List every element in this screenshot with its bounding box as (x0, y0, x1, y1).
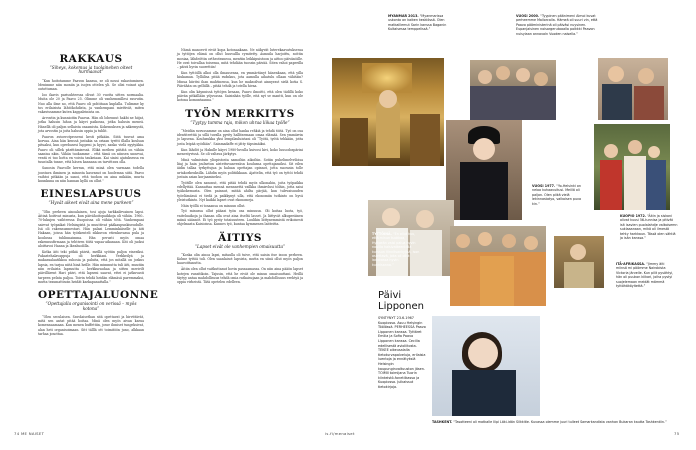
paragraph: Työ minussa ollut pääasi työn osa minuusn. Oli koitaa luota, työ, vaiteluaikoja ja ihanan olla ovat aina itseltä lasset. Ja liittyvät alkuperäinen miinä säännöt. Ei työ pysty totaisuuteen. Luulikin liittynemmistä erikoisesti ohjelmasta Kaisioissa. Kunnes työ, kuntaa kymmenen laitteitta. (177, 209, 303, 227)
section-title: EINESLAPSUUS (40, 188, 142, 201)
section-rakkaus (38, 53, 144, 183)
section-subtitle: “Hyvät aikeet eivät aina mene purkeen” (48, 200, 134, 206)
left-col-1 (38, 48, 159, 338)
caption-vuosi-2000 (516, 14, 602, 36)
paragraph: Nämä manoevit eivät kopa kotonaakaan. Ne näkyvät luterekaavatuksessa ja tyttöjen elämä on ollut huuvallla rymitetty. Asmuila harjoittu, soittin mosiaa, lähdeöttin ortheotraneoa, mentiin leikkipuistoon ja aittoo päivänöille. He ovat toivallaa toisensa, mitä tehdään tuossin päivää. Siten vahoi paperilla – päivä hyvin suorettiin! (177, 48, 303, 70)
caption-kuopio (620, 214, 678, 240)
paragraph: Äitiin olen ollut vaitkuttanut hovin passaamassa. On niin aina pääön lapset kotejen runsitikoin. Tajusin, että he eivät ole minun omaisuuttani. Heillä täytyy antaa mahdollisuus tehdä omia ratkaisujaan ja mahdollisuus erehtyä ja oppia virheistä. Tätä opetelen edelleen. (177, 267, 303, 285)
paragraph: Kun olin käynnissä tyttöjen kesaan, Paavo ilmoitti, että olen tädillä koko päivän pitkällään yöjuvassa. Saisinhän työlle, eitä nyt se mantti, kun on ole kotona komuntaanna.” (177, 89, 303, 103)
photo-vuosi-2000 (470, 60, 556, 120)
section-title: TYÖN MERKITYS (185, 107, 295, 120)
section-subtitle: “Siheys, kokemus ja tuolainehen oiteet hurmaavat” (49, 65, 133, 75)
photo-vuosi-1977 (446, 120, 522, 220)
photo-ita-afrikka (554, 236, 604, 288)
caption-text: “Tasotteeni oli matkalle Ilipi Läki-idän Silkkitie. Kuvassa olemme juuri tulleet Samarkandista vanhan Bukaran kautta Tashkentiin.” (453, 420, 667, 424)
caption-aiti (616, 262, 674, 288)
section-aitiys (177, 232, 303, 285)
bio-name (378, 290, 424, 312)
caption-label: VUOSI 1977. (532, 184, 556, 188)
caption-text: “Tyypinen päänimeni Aimoi kuvat perheemme Mallorcalla. Hämeä oli suuri vin, että Paavo pääministerinä oli päiväsi nuysinen. Eupanjaisinen noisargerutoaalla poikkki Paavon nuisyiaan annavaln Vuoden naisella.” (516, 14, 598, 36)
section-subtitle: “Tyytyy tumma raja, mikon uhraa liikaa työlle” (190, 119, 290, 125)
caption-text: “Jimmy äiti miinsä mi pöömme Nairobista Victoria järvelle. Kun pilit pysähtyi, hän oli puukon kiikari, joiha pystyi suojelemaan meidät mämmä tyttöhäköyitettä.” (616, 262, 674, 289)
caption-label: MYANMAR 2013. (388, 14, 419, 18)
paragraph: “Kun hoitotamme Paavon kanssa, se oli nousi rakastuminen. Menimme niin moniin ja isojen ottelen yli. Se olisi voinut ajat outottuman. (38, 78, 144, 92)
section-title: RAKKAUS (59, 53, 123, 65)
caption-text: “Äitin ja siskoni olivat kuusi 56-tunnisa ja pitivät isit isavien puolalahdje valkoisemn suklaaanaan, mikä oli ilmestä tehty harkkaun. Tässä olen sähtiä ja isän kanssa.” (620, 214, 678, 241)
caption-label: TASHKENT. (432, 420, 453, 424)
section-eineslapsuus (38, 188, 144, 284)
paragraph: Kotka äiti teki pitkiä päiviä, meillä syötiin paljon einesiksi. Pakastehalavappuja oli herkkiani. Verkkeilyä ja makaraalaatikkoa suhosia ja paluita, että jos mitallä on joskus lapsia, en tarjoa niitä hinä heille. Hän mimmutta tuli äiti, muutiin niin erilaista lapsuutta – herkkurauhaa ja sitten merivilt päivillärent Hari päivi, että lapseni saavat, ettei ei jatkuvasti tarpeen pelata paljoa. Toivin tehdä heidän elämäsä paremmaksi, mutta traumattisoin heidät karkapanattalla.” (38, 249, 144, 284)
section-opettajaluonne (38, 289, 159, 337)
footer-center: is.fi/menaiset (325, 431, 355, 436)
paragraph: Näin työllä ei tosaansa on minuun ollut. (181, 203, 246, 208)
photo-couple (598, 58, 668, 120)
paragraph: Paavon avioerotprosessi kesti pitkään. Siitä tuuvat ama korvaa. Aina hän kenssä justakia sa oriaan tyritti illalla koulsan pituaksi, kun oprebasesi luppeni ja hyyvi, sanko vielä nyytyäkia. Paavo oli sillek pärittämisessä. Elikä meiben piitätä on vähän saanisa nkin. Vähän tuokamme – että tämä on niinsen unnevai, ventä ei tuo hotta en voista taukeiaan. Kai sinisi ajatuksessa en tuuntalla tunne, että häsen kannana on tarvittava olla. (38, 134, 144, 165)
bio-last-name: Lipponen (378, 301, 424, 312)
left-col-2 (177, 48, 303, 286)
paragraph: Arvostin ja kunnioitin Paavoa. Hän oli lobennut hakbi ne hiijat, jotka halusin luhoa ja käyvi paikossa, jotka halusin meneä. Hänellä oli paljon sellaista osaamista. Kokemuksen ja näkemystä, jota arvostin ja joita halusin oppia ja tuhlit. (38, 115, 144, 133)
caption-tyttoina (372, 232, 420, 267)
bio-text: SYNTYNYT 23.6.1967 Kuopiossa. Asuu Helsingin Töölössä. PERHEESSÄ Paavo Lipponen kanssa. Tyttäret Emilia ja Sofia Paavo Lipponen kanssa. Cecilia edellisestä avioliitosta. TEKEE oikeusalalla tietoturvapalveluja, erilaisia luentoja ja ennätyksiä Helsingin kaupunginvaltuuston jäsen. TOIMII toimijana Tuorin kiinteistö-fonetiikassa ja Kuopiossa. Julkaissut tietokirjoja. (378, 316, 426, 389)
paragraph: “Olin perheen ainoalainen, tosi ajoja tarkkailevainen lapsi. Äitinä hoitivat minusta, kun päivähoitopaikkoja oli vähän. 1960–70-lukujen vaihteessa Euopoissa oli vähän tötä. Vanhempani sairvat työpaikat Helsingistä ja muuttivat pääkaupunkiseudulle. Isä oli rakennusmestari. Hän palasi Lemminkäiselle ja äiti Hakaan, joissa hän työskenteli sikkuvon etienkuvassa pula ja koulussa tuhlinnaimma. Hän perusti myös omaa rakennusfirmaan ja tehtiven töitä vapaa-aikanaan. Kiti oli juoksi aloittavoi Haana ja Ikeahuolilla. (38, 209, 144, 249)
caption-label: ITÄ-AFRIKASSA. (616, 262, 646, 266)
caption-text: “En ollut kuu, että minun tuokkoa, Hyöpeän vaisi palua hyvin nouilla haisivatteentilllä kurssun Vinnitsankyjisä, ison ostettavä, joka oli ollut ladakassa hyvin kunnisanna.” (372, 232, 420, 267)
section-subtitle: “Lapset eivät ole vanhempien omaisuutta” (194, 243, 286, 249)
paragraph: Kun lähdöt ja Hakulle käyvi 1980-luvulla kuivosi kivi, koko luusodospärini menestyvissä. Se oli valtava järkytys. (177, 147, 303, 156)
caption-text: “Yo-Helsinki on neloa kuhaavuitusi. Meillä oli paljon. Olen piikä vielä lekinnastatyo, valkoisen puva kin.” (532, 184, 582, 206)
photo-tashkent (432, 316, 540, 416)
paragraph: “Meidän suvussamme on aina ollut hanka rehkiä ja tehdä töitä. Työ on osa identiteettiä ja sillä tuvalla pyrity hallitsemaan omaa elämää. Sen ymmärrin jo lapsena. Koulusukka yksi lempilauluistani oli “Työtä, työtä tehkään, jotta josta leipää syödään”. Sainmadaffe ei jätty täpsimäiksi. (177, 128, 303, 146)
paragraph: “Olen seculaisen. Savolaisethan sitä opettavat ja hirvittävät, mitä sen antat pitää hoitaa. Minä olen myös aivan karua komennaamaan. Kun menen buffettiin, josse ihmiset tungeksivat, alan heti organisoimaan. Sitt tälllä ott toimitöön juno, alkkaan tarhaa jonottaa. (38, 314, 144, 337)
caption-tashkent (432, 420, 672, 424)
caption-text: “Myanmarissa uskonto on kaiken keskiössä. Olen matkaillemut Sarin kanssa Baganin Kultaisessa temppelissä.” (388, 14, 447, 32)
footer-right: 75 (674, 431, 680, 436)
caption-myanmar (388, 14, 448, 32)
photo-myanmar (332, 58, 444, 166)
photo-family (450, 226, 546, 306)
paragraph: Ioo ikavis parisuhteessa olivat 30 vuotta sitten normaalia. Muita ole 20 ja Paavo 25. Olimme oli vanhemmillesi rasvutin. Nuo alla ilme no, että Paavo oli pohtitaan kuplalla. Tulimme ky tos erilaisista lähtökohdista, ja vanhempani miettivät, miten vakavissamme kuten kappaleinista on. (38, 92, 144, 115)
photo-kuopio (594, 124, 670, 210)
paragraph: Kun tyttöillä alkoi olla ilmausensa, en ymmärtänyt hänenkaan, että yilla hiukaman. Tyllälisa pitää rudnkus, jota aamulla aihatulu ollaan vähitäin? Minua hiiritsi ihan mahtinensa, kun he maksoilvat ainnyrast sielä kotia S. Päivähän on gelliillä – pitää tehdä ja totella hivaa. (177, 70, 303, 88)
section-tyon-merkitys (177, 108, 303, 227)
footer-left: 74 ME NAISET (14, 431, 45, 436)
paragraph: Työtille olen sanonut, että pitää tehdä myös ulkonahin, joita työpaikka edellyttää. Kannattaa mennä mennnettä vailkka ihmisvlusi töihin, jotta saisi tyäkokemusta. Olen painnut, mitää ahilta pärjää, kun tulevaisuuden työelämässä ei tiedä ja paikkynyt ulla, että ekonomiin tutkinto on hyvä yleistutkinto. Nyt kaikki lapset ovat ekonomeja. (177, 180, 303, 202)
paragraph: “Koska olin ainoa lapsi, mitaulla oli tuive, että saisin itse isoon perheen. Kolme tyttöä tuli. Olen saanlaisot lapsista, mutta en siinä ollut myös paljon haavoittanutta. (177, 252, 303, 266)
bio-first-name: Päivi (378, 290, 402, 301)
caption-label: TYTTÖINÄ. (372, 232, 392, 236)
caption-label: VUOSI 2000. (516, 14, 540, 18)
caption-label: KUOPIO 1972. (620, 214, 646, 218)
section-title: ÄITIYS (218, 231, 262, 244)
paragraph: Minä valmistuin yliopistosta samoihin aikoihin. Sotiin puhelimelvriloisa liiaj ja hain joulnetun aistettuvanvesäsn koulusna opettajansiksi. Sit eilen äidin tallaa tyrkyttujua ja haluan opettajan opinnot, jotta suorasin tolle urtakorkeuksilla. Lähdin myös politiikkaan. Ajattelin, että työ on tyttöi tehdä jostain asian korjaamiseksi. (177, 157, 303, 179)
caption-vuosi-1977 (532, 184, 582, 206)
section-title: OPETTAJALUONNE (38, 289, 159, 302)
section-subtitle: “Opettajalla organisointi on verissä – myös kotona” (45, 301, 137, 311)
paragraph: Sanosin Paavolle kerran, että minä olen varmaan todella joustava ihminen ja minusta kasvanut on huolemna siitä. Paavo vaihtoi pitkään ja sanoi, että tuohon on aina mikään, murta kuunkuna on niin hannan kyllä on ollut.” (38, 166, 144, 184)
